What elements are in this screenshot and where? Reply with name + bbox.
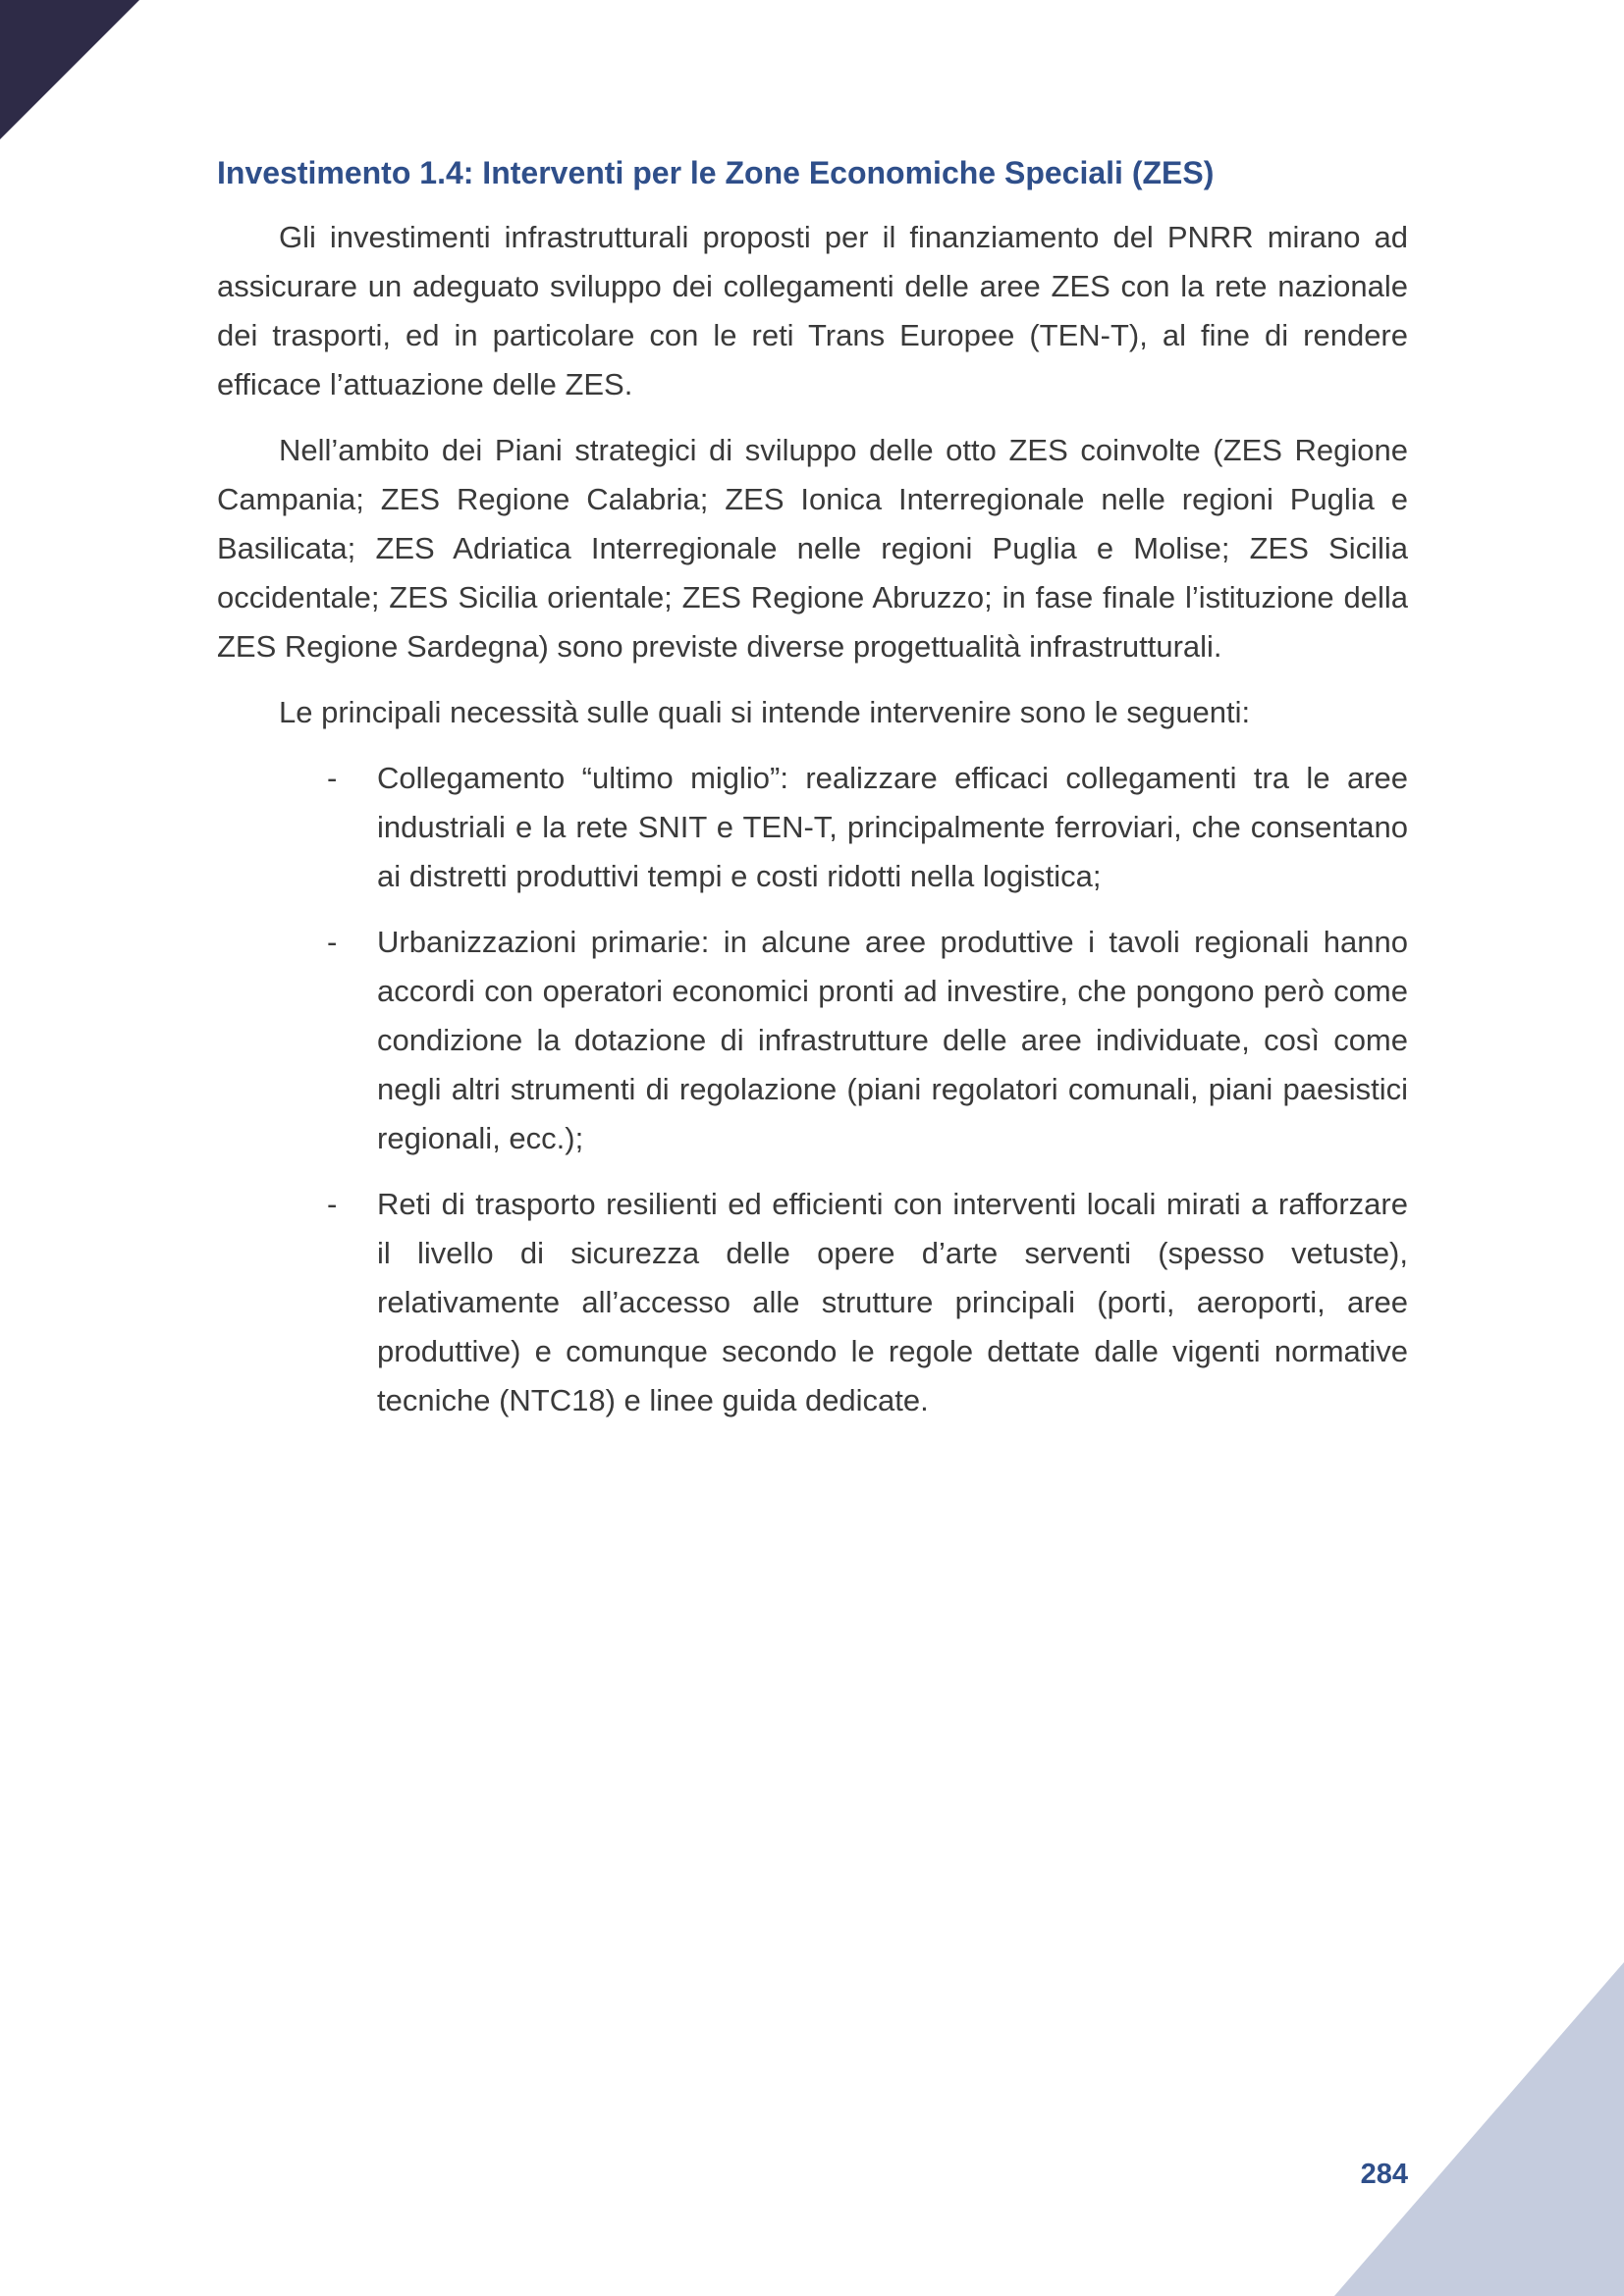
list-marker: - xyxy=(327,761,338,795)
list-item-text: Reti di trasporto resilienti ed efficienti con interventi locali mirati a rafforzare il livello di sicurezza delle opere d’arte serventi (spesso vetuste), relativamente all’accesso alle strutture principali (porti, aeroporti, aree produttive) e comunque secondo le regole dettate dalle vigenti normative tecniche (NTC18) e linee guida dedicate. xyxy=(377,1187,1408,1417)
corner-decoration-bottom-right xyxy=(1334,1962,1624,2296)
paragraph-needs-intro: Le principali necessità sulle quali si intende intervenire sono le seguenti: xyxy=(279,695,1251,729)
list-marker: - xyxy=(327,925,338,959)
needs-list xyxy=(217,754,1408,1425)
list-marker: - xyxy=(327,1187,338,1221)
section-heading: Investimento 1.4: Interventi per le Zone Economiche Speciali (ZES) xyxy=(217,155,1215,190)
paragraph-strategic-plans: Nell’ambito dei Piani strategici di sviluppo delle otto ZES coinvolte (ZES Regione Campania; ZES Regione Calabria; ZES Ionica Interregionale nelle regioni Puglia e Basilicata; ZES Adriatica Interregionale nelle regioni Puglia e Molise; ZES Sicilia occidentale; ZES Sicilia orientale; ZES Regione Abruzzo; in fase finale l’istituzione della ZES Regione Sardegna) sono previste diverse progettualità infrastrutturali. xyxy=(217,433,1408,664)
list-item xyxy=(217,1180,1408,1425)
list-item xyxy=(217,754,1408,901)
paragraph-intro: Gli investimenti infrastrutturali proposti per il finanziamento del PNRR mirano ad assicurare un adeguato sviluppo dei collegamenti delle aree ZES con la rete nazionale dei trasporti, ed in particolare con le reti Trans Europee (TEN-T), al fine di rendere efficace l’attuazione delle ZES. xyxy=(217,220,1408,401)
list-item-text: Urbanizzazioni primarie: in alcune aree produttive i tavoli regionali hanno accordi con operatori economici pronti ad investire, che pongono però come condizione la dotazione di infrastrutture delle aree individuate, così come negli altri strumenti di regolazione (piani regolatori comunali, piani paesistici regionali, ecc.); xyxy=(377,925,1408,1155)
page-number: 284 xyxy=(1360,2159,1408,2190)
list-item-text: Collegamento “ultimo miglio”: realizzare efficaci collegamenti tra le aree industriali e la rete SNIT e TEN-T, principalmente ferroviari, che consentano ai distretti produttivi tempi e costi ridotti nella logistica; xyxy=(377,761,1408,893)
corner-decoration-top-left xyxy=(0,0,139,139)
list-item xyxy=(217,918,1408,1163)
document-body xyxy=(217,147,1408,1442)
